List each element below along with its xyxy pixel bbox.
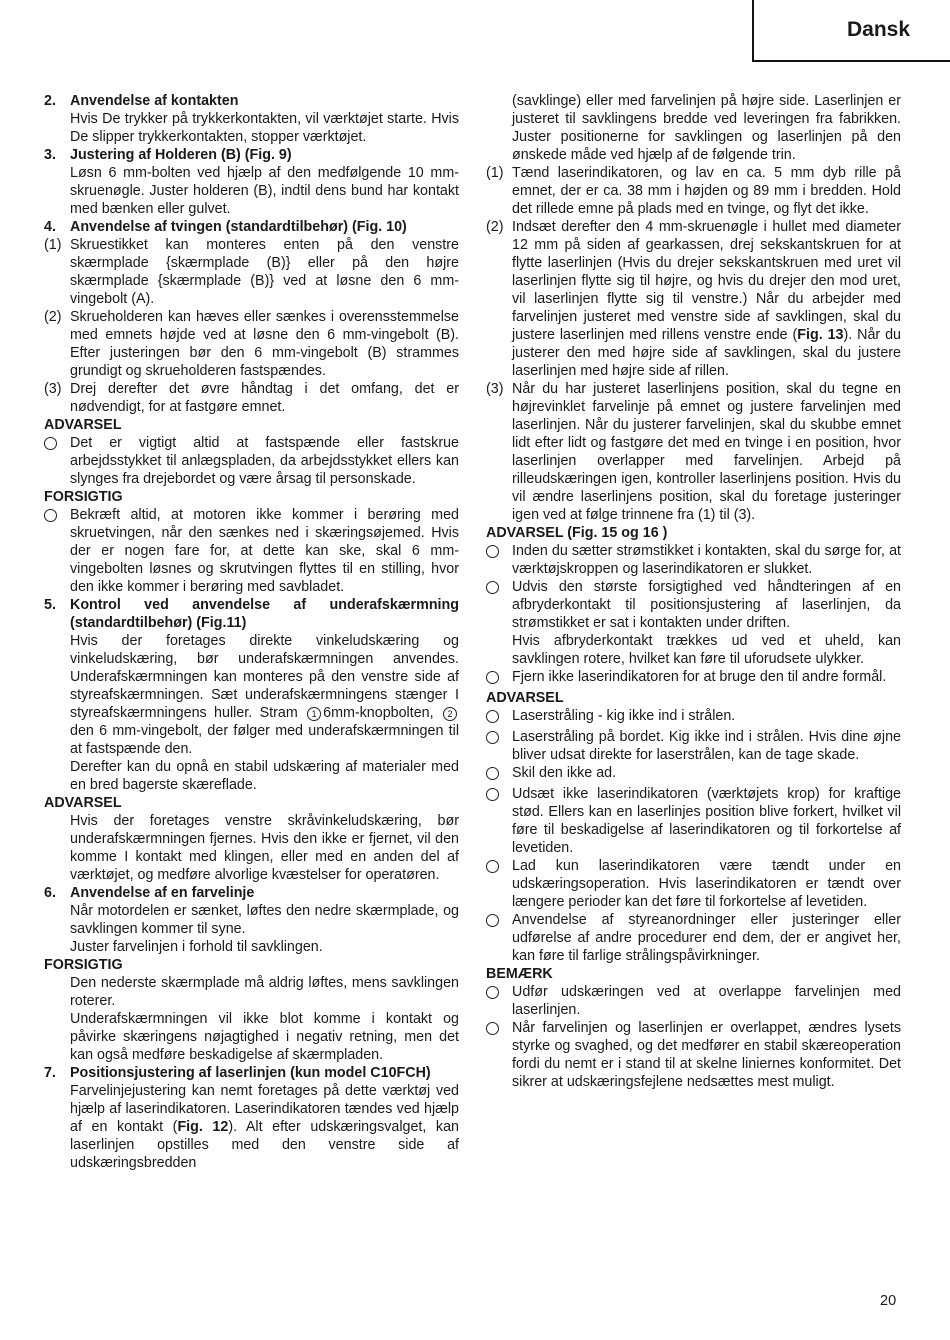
laser-warning-2-item: Laserstråling på bordet. Kig ikke ind i strålen. Hvis dine øjne bliver udsat direkte for laserstrålen, kan de tage skade. bbox=[486, 728, 901, 764]
section-7-heading: 7. Positionsjustering af laserlinjen (kun model C10FCH) bbox=[44, 1065, 431, 1081]
laser-warning-2-item: Lad kun laserindikatoren være tændt under en udskæringsoperation. Hvis laserindikatoren er tændt over længere perioder kan det føre til forkortelse af levetiden. bbox=[486, 857, 901, 911]
circle-bullet-icon bbox=[486, 710, 499, 723]
section-3-heading: 3. Justering af Holderen (B) (Fig. 9) bbox=[44, 147, 292, 163]
section-4-heading: 4. Anvendelse af tvingen (standardtilbehør) (Fig. 10) bbox=[44, 219, 407, 235]
section-6-body-2: Juster farvelinjen i forhold til savklingen. bbox=[70, 939, 323, 955]
left-column bbox=[44, 92, 459, 1172]
section-7-continued: (savklinge) eller med farvelinjen på højre side. Laserlinjen er justeret til savklingens bredde ved leveringen fra fabrikken. Juster positionerne for savklingen og laserlinjen på den ønskede måde ved hjælp af de følgende trin. bbox=[512, 93, 901, 163]
laser-warning-2-item: Udsæt ikke laserindikatoren (værktøjets krop) for kraftige stød. Ellers kan en laserlinjes position blive forkert, hvilket vil føre til beskadigelse af laserindikatoren og til forkortelse af levetiden. bbox=[486, 785, 901, 857]
laser-warning-item: Udvis den største forsigtighed ved håndteringen af en afbryderkontakt til positionsjustering af laserlinjen, da strømstikket er sat i kontakten under driften. bbox=[486, 578, 901, 632]
section-6-heading: 6. Anvendelse af en farvelinje bbox=[44, 885, 255, 901]
circle-bullet-icon bbox=[486, 581, 499, 594]
section-4-step-3: (3) Drej derefter det øvre håndtag i det omfang, det er nødvendigt, for at fastgøre emnet. bbox=[44, 381, 459, 415]
laser-step-3: (3) Når du har justeret laserlinjens position, skal du tegne en højrevinklet farvelinje på emnet og justere farvelinjen med laserlinjen. Når du justerer farvelinjen, skal du skubbe emnet lidt efter lidt og fastgøre det med en tvinge i en position, hvor laserlinjen overlapper med farvelinjen. Arbejd på rilleudskæringen igen, kontroller laserlinjens position. Hvis du vil ændre laserlinjens position, skal du foretage justeringer igen ved at følge trinnene fra (1) til (3). bbox=[486, 381, 901, 523]
laser-step-1: (1) Tænd laserindikatoren, og lav en ca. 5 mm dyb rille på emnet, der er ca. 38 mm i højden og 89 mm i bredden. Hold det rillede emne på plads med en tvinge, og flyt det ikke. bbox=[486, 165, 901, 217]
note-item: Udfør udskæringen ved at overlappe farvelinjen med laserlinjen. bbox=[486, 983, 901, 1019]
circled-number-1: 1 bbox=[307, 707, 321, 721]
laser-warning-label-2: ADVARSEL bbox=[486, 690, 564, 706]
laser-step-2: (2) Indsæt derefter den 4 mm-skruenøgle i hullet med diameter 12 mm på siden af gearkassen, drej sekskantskruen for at flytte laserlinjen (Hvis du drejer sekskantskruen med uret vil laserlinjen flytte sig til højre, og hvis du drejer den mod uret, vil laserlinjen flytte sig til venstre.) Når du arbejder med farvelinjen justeret med venstre side af savklingen, skal du justere laserlinjen med rillens venstre ende (Fig. 13). Når du justerer den med højre side af savklingen, skal du justere laserlinjen med højre side af rillen. bbox=[486, 219, 901, 379]
warning-label: ADVARSEL bbox=[44, 417, 122, 433]
caution-label: FORSIGTIG bbox=[44, 489, 123, 505]
note-label: BEMÆRK bbox=[486, 966, 553, 982]
note-item: Når farvelinjen og laserlinjen er overlappet, ændres lysets styrke og svaghed, og det medfører en stabil skæreoperation fordi du nemt er i stand til at skelne liniernes konformitet. Det sikrer at udskæringsfejlene nedsættes mest muligt. bbox=[486, 1019, 901, 1091]
caution-2-body: Den nederste skærmplade må aldrig løftes, mens savklingen roterer. bbox=[70, 975, 459, 1009]
circle-bullet-icon bbox=[44, 437, 57, 450]
caution-2-body-2: Underafskærmningen vil ikke blot komme i kontakt og påvirke skæringens nøjagtighed i negativ retning, men det kan også medføre beskadigelse af skærmpladen. bbox=[70, 1011, 459, 1063]
circle-bullet-icon bbox=[486, 671, 499, 684]
laser-warning-2-item: Laserstråling - kig ikke ind i strålen. bbox=[486, 707, 901, 728]
circle-bullet-icon bbox=[486, 986, 499, 999]
laser-warning-item: Fjern ikke laserindikatoren for at bruge den til andre formål. bbox=[486, 668, 901, 689]
circle-bullet-icon bbox=[486, 767, 499, 780]
warning-2-body: Hvis der foretages venstre skråvinkeludskæring, bør underafskærmningen fjernes. Hvis den ikke er fjernet, vil den komme I kontakt med klingen, eller med en anden del af værktøjet, og medføre alvorlige kvæstelser for operatøren. bbox=[70, 813, 459, 883]
language-tab bbox=[752, 0, 950, 62]
section-6-body: Når motordelen er sænket, løftes den nedre skærmplade, og savklingen kommer til syne. bbox=[70, 903, 459, 937]
section-4-step-2: (2) Skrueholderen kan hæves eller sænkes i overensstemmelse med emnets højde ved at løsne den 6 mm-vingebolt (B). Efter justeringen bør den 6 mm-vingebolt (B) strammes grundigt og skrueholderen fastspændes. bbox=[44, 309, 459, 379]
language-label: Dansk bbox=[846, 18, 910, 41]
caution-item: Bekræft altid, at motoren ikke kommer i berøring med skruetvingen, når den sænkes ned i skæringsøjemed. Hvis der er nogen fare for, at dette kan ske, skal 6 mm-vingebolten løsnes og skrutvingen flyttes til en stilling, hvor den ikke kommer i berøring med savbladet. bbox=[44, 506, 459, 596]
circle-bullet-icon bbox=[486, 1022, 499, 1035]
caution-label-2: FORSIGTIG bbox=[44, 957, 123, 973]
warning-item: Det er vigtigt altid at fastspænde eller fastskrue arbejdsstykket til anlægspladen, da arbejdsstykket ellers kan slynges fra drejebordet og være årsag til personskade. bbox=[44, 434, 459, 488]
laser-warning-item-2-cont: Hvis afbryderkontakt trækkes ud ved et uheld, kan savklingen rotere, hvilket kan føre til uforudsete ulykker. bbox=[512, 633, 901, 667]
section-3-body: Løsn 6 mm-bolten ved hjælp af den medfølgende 10 mm-skruenøgle. Juster holderen (B), indtil dens bund har kontakt med bænken eller gulvet. bbox=[70, 165, 459, 217]
section-2-heading: 2. Anvendelse af kontakten bbox=[44, 93, 239, 109]
section-5-body: Hvis der foretages direkte vinkeludskæring og vinkeludskæring, bør underafskærmningen anvendes. Underafskærmningen kan monteres på den venstre side af styreafskærmningen. Sæt underafskærmningens stænger I styreafskærmningens huller. Stram 1 6mm-knopbolten, 2 den 6 mm-vingebolt, der følger med underafskærmningen til at fastspænde den. bbox=[70, 633, 459, 757]
section-5-heading: 5. Kontrol ved anvendelse af underafskærmning (standardtilbehør) (Fig.11) bbox=[44, 597, 459, 631]
section-2-body: Hvis De trykker på trykkerkontakten, vil værktøjet starte. Hvis De slipper trykkerkontakten, stopper værktøjet. bbox=[70, 111, 459, 145]
circle-bullet-icon bbox=[486, 788, 499, 801]
circle-bullet-icon bbox=[44, 509, 57, 522]
laser-warning-2-item: Anvendelse af styreanordninger eller justeringer eller udførelse af andre procedurer end dem, der er angivet her, kan føre til farlige strålingspåvirkninger. bbox=[486, 911, 901, 965]
circle-bullet-icon bbox=[486, 914, 499, 927]
page-number: 20 bbox=[880, 1293, 897, 1309]
circle-bullet-icon bbox=[486, 731, 499, 744]
right-column bbox=[486, 92, 901, 1091]
laser-warning-2-item: Skil den ikke ad. bbox=[486, 764, 901, 785]
circle-bullet-icon bbox=[486, 860, 499, 873]
circle-bullet-icon bbox=[486, 545, 499, 558]
section-4-step-1: (1) Skruestikket kan monteres enten på den venstre skærmplade {skærmplade (B)} eller på den højre skærmplade {skærmplade (B)} ved at løsne den 6 mm-vingebolt (A). bbox=[44, 237, 459, 307]
laser-warning-item: Inden du sætter strømstikket i kontakten, skal du sørge for, at værktøjskroppen og laserindikatoren er slukket. bbox=[486, 542, 901, 578]
laser-warning-label: ADVARSEL (Fig. 15 og 16 ) bbox=[486, 525, 668, 541]
warning-label-2: ADVARSEL bbox=[44, 795, 122, 811]
section-7-body: Farvelinjejustering kan nemt foretages på dette værktøj ved hjælp af laserindikatoren. Laserindikatoren tændes ved hjælp af en kontakt (Fig. 12). Alt efter udskæringsvalget, kan laserlinjen opstilles med den venstre side af udskæringsbredden bbox=[70, 1083, 459, 1171]
section-5-body-2: Derefter kan du opnå en stabil udskæring af materialer med en bred bagerste skæreflade. bbox=[70, 759, 459, 793]
circled-number-2: 2 bbox=[443, 707, 457, 721]
